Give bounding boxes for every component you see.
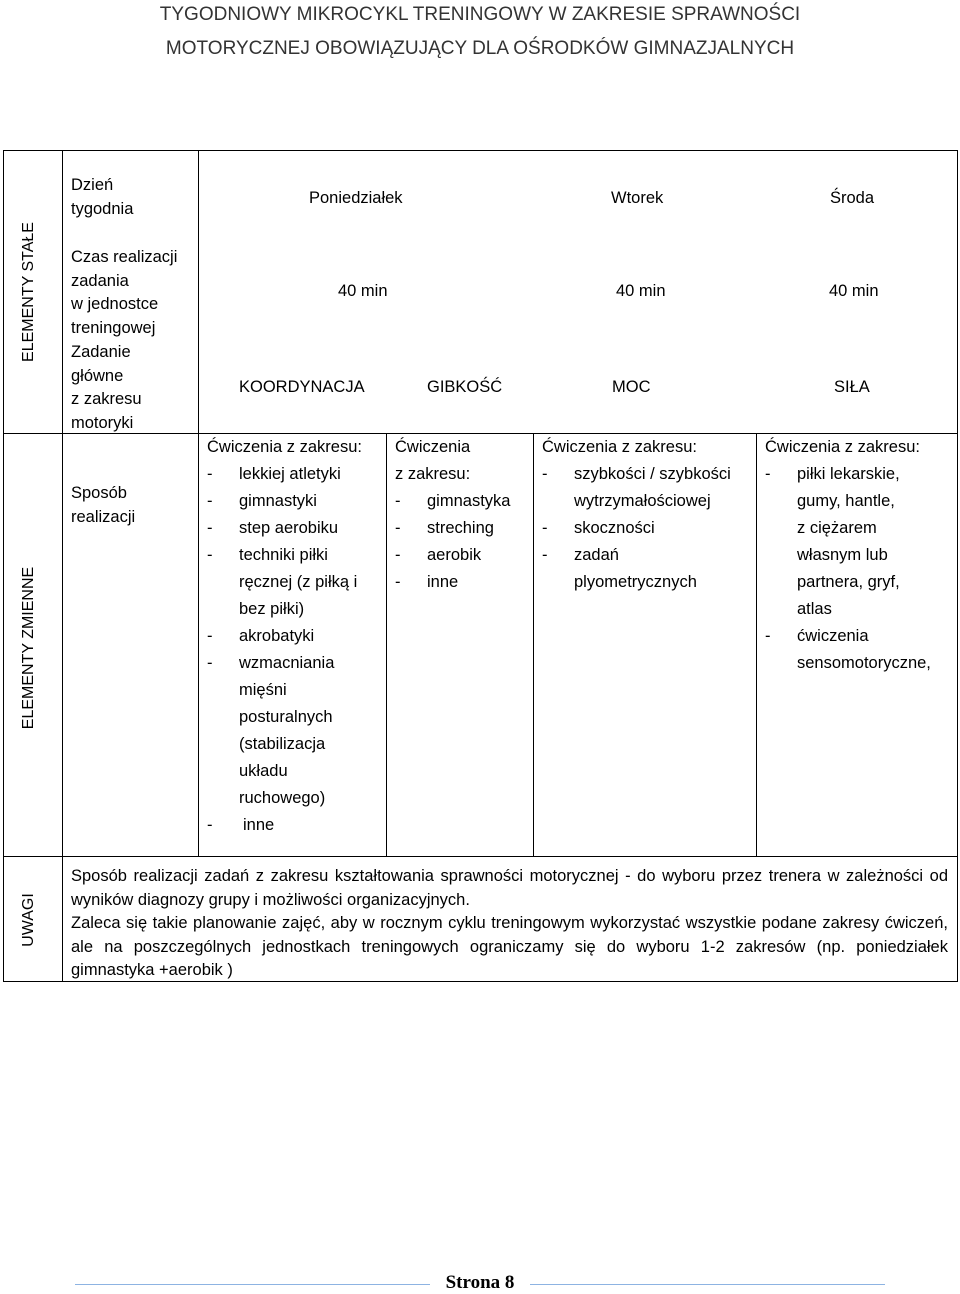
document-title-line-2: MOTORYCZNEJ OBOWIĄZUJĄCY DLA OŚRODKÓW GIMNAZJALNYCH <box>165 38 795 59</box>
task-koordynacja: KOORDYNACJA <box>239 378 365 396</box>
methods-sila: Ćwiczenia z zakresu: - piłki lekarskie, gumy, hantle, z ciężarem własnym lub partnera, gryf, atlas - ćwiczenia sensomotoryczne, <box>765 438 931 672</box>
row-label-sposob: Sposób realizacji <box>71 484 136 526</box>
task-sila: SIŁA <box>834 378 870 396</box>
notes <box>71 865 948 983</box>
task-gibkosc: GIBKOŚĆ <box>427 378 503 396</box>
day-wednesday: Środa <box>830 189 875 207</box>
section-label-stale: ELEMENTY STAŁE <box>20 222 37 362</box>
section-label-uwagi: UWAGI <box>20 893 37 947</box>
note-paragraph-2: Zaleca się takie planowanie zajęć, aby w rocznym cyklu treningowym wykorzystać wszystkie podane zakresy ćwiczeń, ale na poszczególnych jednostkach treningowych ograniczamy się do wyboru 1-2 zakresów (np. poniedziałek gimnastyka +aerobik ) <box>71 914 948 979</box>
note-paragraph-1: Sposób realizacji zadań z zakresu kształtowania sprawności motorycznej - do wyboru przez trenera w zależności od wyników diagnozy grupy i możliwości organizacyjnych. <box>71 867 948 909</box>
methods-gibkosc: Ćwiczenia z zakresu: - gimnastyka - streching - aerobik - inne <box>395 438 511 591</box>
row-label-dzien: Dzień tygodnia <box>71 176 134 218</box>
section-label-zmienne: ELEMENTY ZMIENNE <box>20 566 37 730</box>
day-tuesday: Wtorek <box>611 189 664 207</box>
time-wednesday: 40 min <box>829 282 879 300</box>
methods-koordynacja: Ćwiczenia z zakresu: - lekkiej atletyki - gimnastyki - step aerobiku - techniki piłki ręcznej (z piłką i bez piłki) - akrobatyki - wzmacniania mięśni posturalnych (stabilizacja układu ruchowego) - inne <box>207 438 362 834</box>
document-title-line-1: TYGODNIOWY MIKROCYKL TRENINGOWY W ZAKRESIE SPRAWNOŚCI <box>159 4 801 25</box>
page-number: Strona 8 <box>445 1272 515 1293</box>
day-monday: Poniedziałek <box>309 189 403 207</box>
task-moc: MOC <box>612 378 651 396</box>
time-monday: 40 min <box>338 282 388 300</box>
methods-moc: Ćwiczenia z zakresu: - szybkości / szybkości wytrzymałościowej - skoczności - zadań plyometrycznych <box>542 438 731 591</box>
row-label-zadanie: Zadanie główne z zakresu motoryki <box>71 343 142 432</box>
row-label-czas: Czas realizacji zadania w jednostce treningowej <box>71 248 178 337</box>
time-tuesday: 40 min <box>616 282 666 300</box>
